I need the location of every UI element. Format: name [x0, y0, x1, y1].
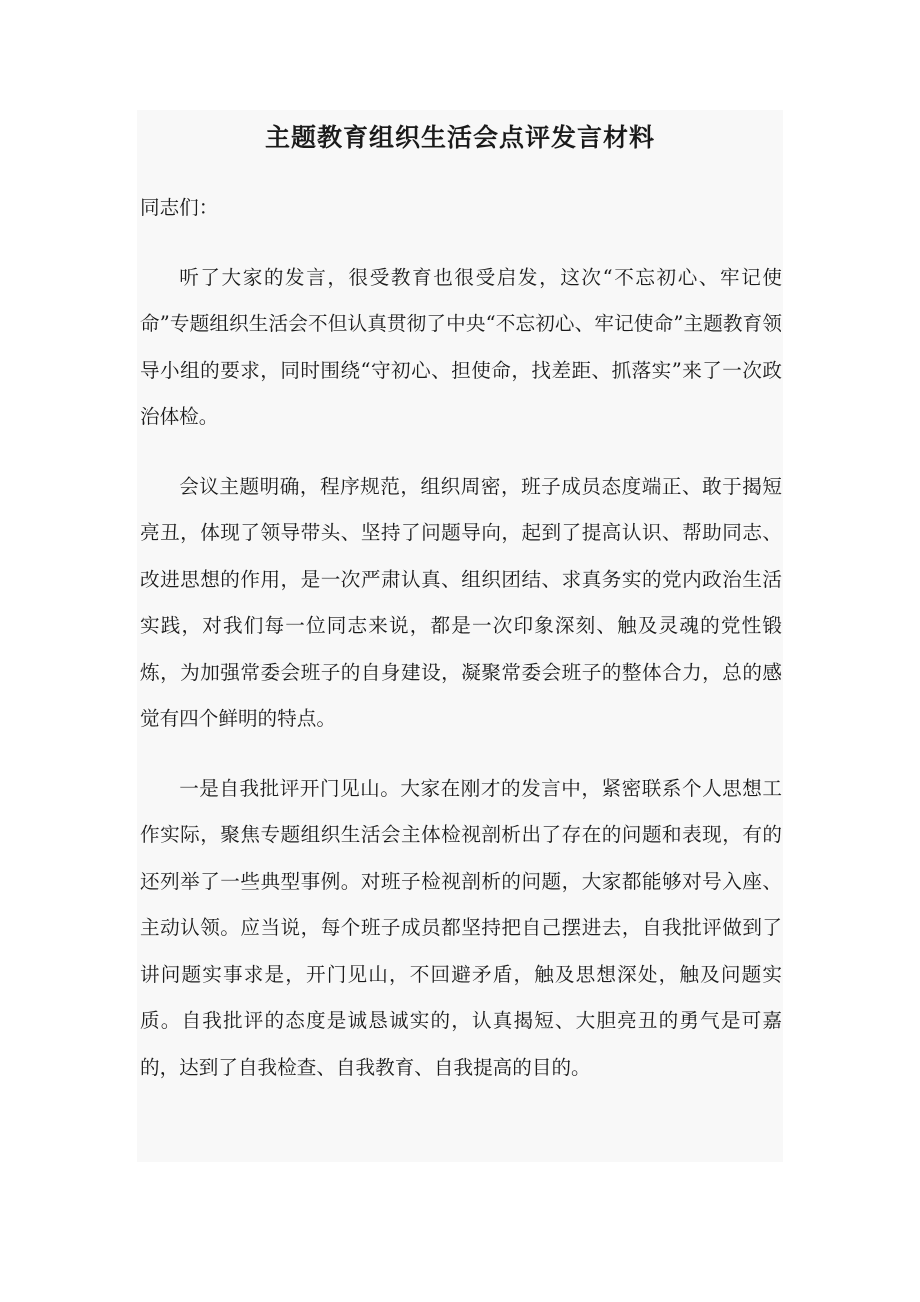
salutation: 同志们： — [140, 196, 219, 219]
paragraph-1: 听了大家的发言，很受教育也很受启发，这次“不忘初心、牢记使命”专题组织生活会不但认真贯彻了中央“不忘初心、牢记使命”主题教育领导小组的要求，同时围绕“守初心、担使命，找差距、抓落实”来了一次政治体检。 — [140, 265, 782, 428]
paragraph-2: 会议主题明确，程序规范，组织周密，班子成员态度端正、敢于揭短亮丑，体现了领导带头、坚持了问题导向，起到了提高认识、帮助同志、改进思想的作用，是一次严肃认真、组织团结、求真务实的党内政治生活实践，对我们每一位同志来说，都是一次印象深刻、触及灵魂的党性锻炼，为加强常委会班子的自身建设，凝聚常委会班子的整体合力，总的感觉有四个鲜明的特点。 — [140, 474, 782, 730]
document-body — [140, 185, 782, 1114]
document-title: 主题教育组织生活会点评发言材料 — [264, 123, 655, 152]
paragraph-3: 一是自我批评开门见山。大家在刚才的发言中，紧密联系个人思想工作实际，聚焦专题组织生活会主体检视剖析出了存在的问题和表现，有的还列举了一些典型事例。对班子检视剖析的问题，大家都能够对号入座、主动认领。应当说，每个班子成员都坚持把自己摆进去，自我批评做到了讲问题实事求是，开门见山，不回避矛盾，触及思想深处，触及问题实质。自我批评的态度是诚恳诚实的，认真揭短、大胆亮丑的勇气是可嘉的，达到了自我检查、自我教育、自我提高的目的。 — [140, 776, 782, 1079]
